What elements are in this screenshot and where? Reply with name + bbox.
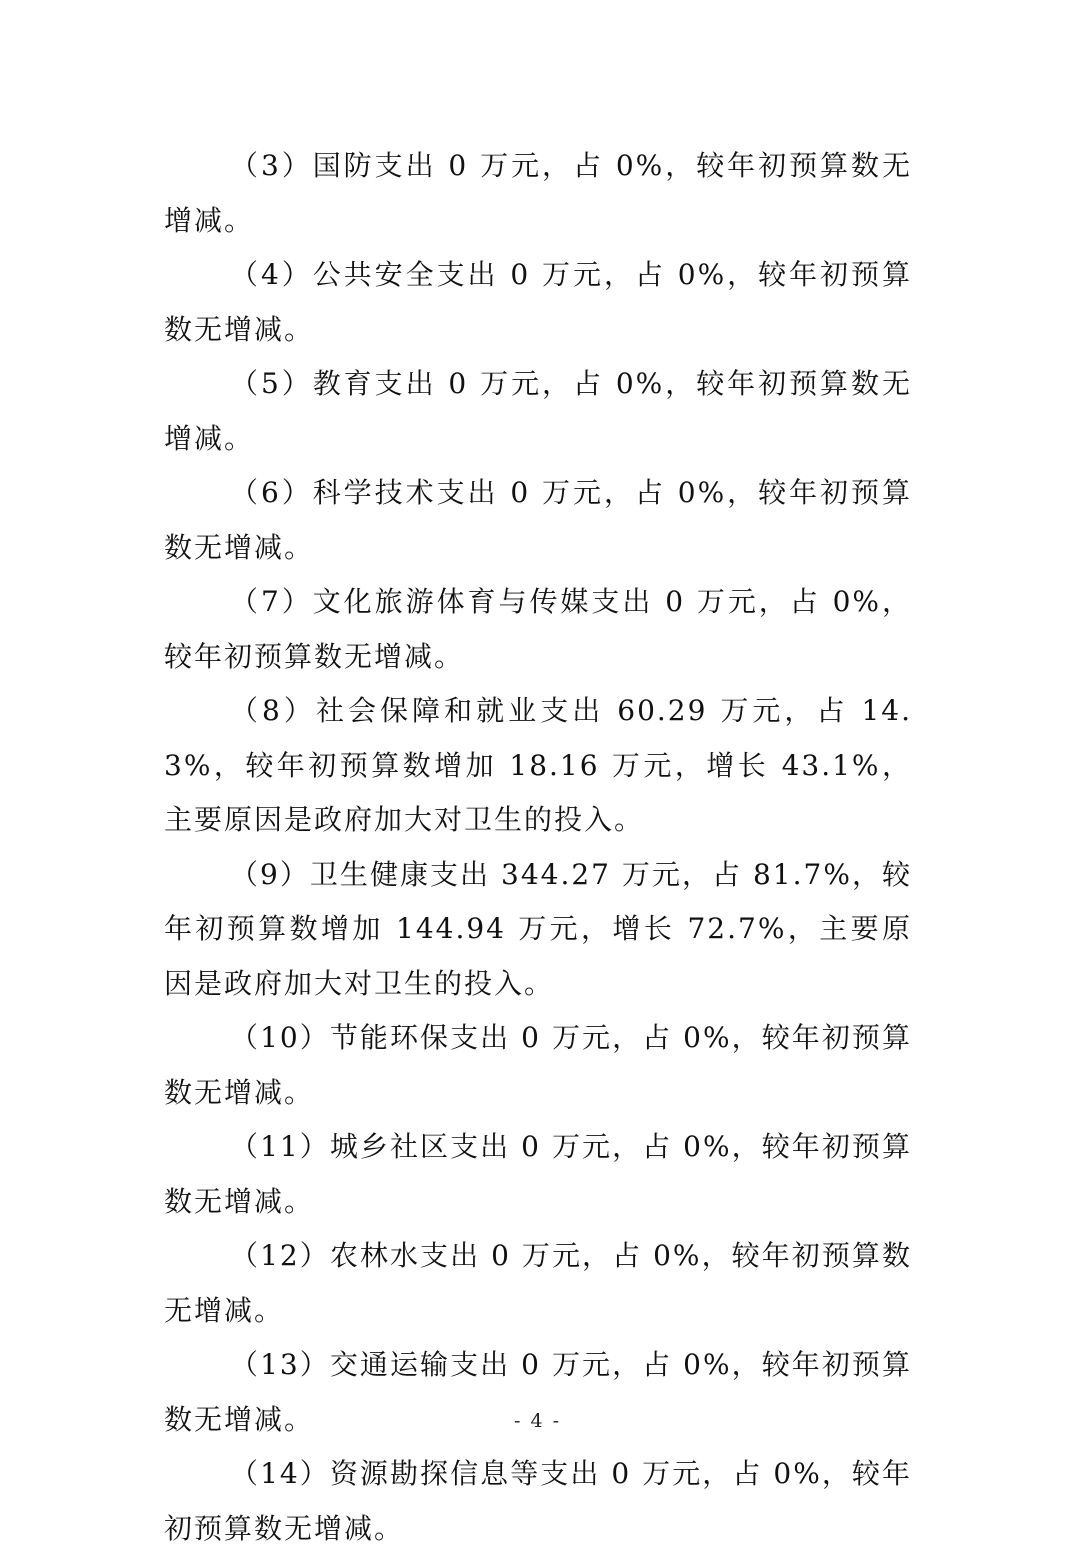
paragraph-energy-environment-expenditure: （10）节能环保支出 0 万元，占 0%，较年初预算数无增减。 bbox=[164, 1021, 912, 1109]
paragraph-science-technology-expenditure: （6）科学技术支出 0 万元，占 0%，较年初预算数无增减。 bbox=[164, 476, 912, 564]
paragraph-resource-exploration-expenditure: （14）资源勘探信息等支出 0 万元，占 0%，较年初预算数无增减。 bbox=[164, 1457, 912, 1545]
paragraph-education-expenditure: （5）教育支出 0 万元，占 0%，较年初预算数无增减。 bbox=[164, 367, 912, 455]
paragraph-health-expenditure: （9）卫生健康支出 344.27 万元，占 81.7%，较年初预算数增加 144.94 万元，增长 72.7%，主要原因是政府加大对卫生的投入。 bbox=[164, 857, 912, 1000]
paragraph-urban-rural-community-expenditure: （11）城乡社区支出 0 万元，占 0%，较年初预算数无增减。 bbox=[164, 1130, 912, 1218]
page-number: - 4 - bbox=[513, 1410, 561, 1432]
paragraph-culture-tourism-sports-media-expenditure: （7）文化旅游体育与传媒支出 0 万元，占 0%，较年初预算数无增减。 bbox=[164, 585, 912, 673]
paragraph-transportation-expenditure: （13）交通运输支出 0 万元，占 0%，较年初预算数无增减。 bbox=[164, 1348, 912, 1436]
document-body bbox=[164, 139, 912, 1556]
paragraph-agriculture-forestry-water-expenditure: （12）农林水支出 0 万元，占 0%，较年初预算数无增减。 bbox=[164, 1239, 912, 1327]
paragraph-social-security-employment-expenditure: （8）社会保障和就业支出 60.29 万元，占 14.3%，较年初预算数增加 18.16 万元，增长 43.1%，主要原因是政府加大对卫生的投入。 bbox=[164, 694, 912, 836]
paragraph-defense-expenditure: （3）国防支出 0 万元，占 0%，较年初预算数无增减。 bbox=[164, 149, 912, 237]
paragraph-public-security-expenditure: （4）公共安全支出 0 万元，占 0%，较年初预算数无增减。 bbox=[164, 258, 912, 346]
